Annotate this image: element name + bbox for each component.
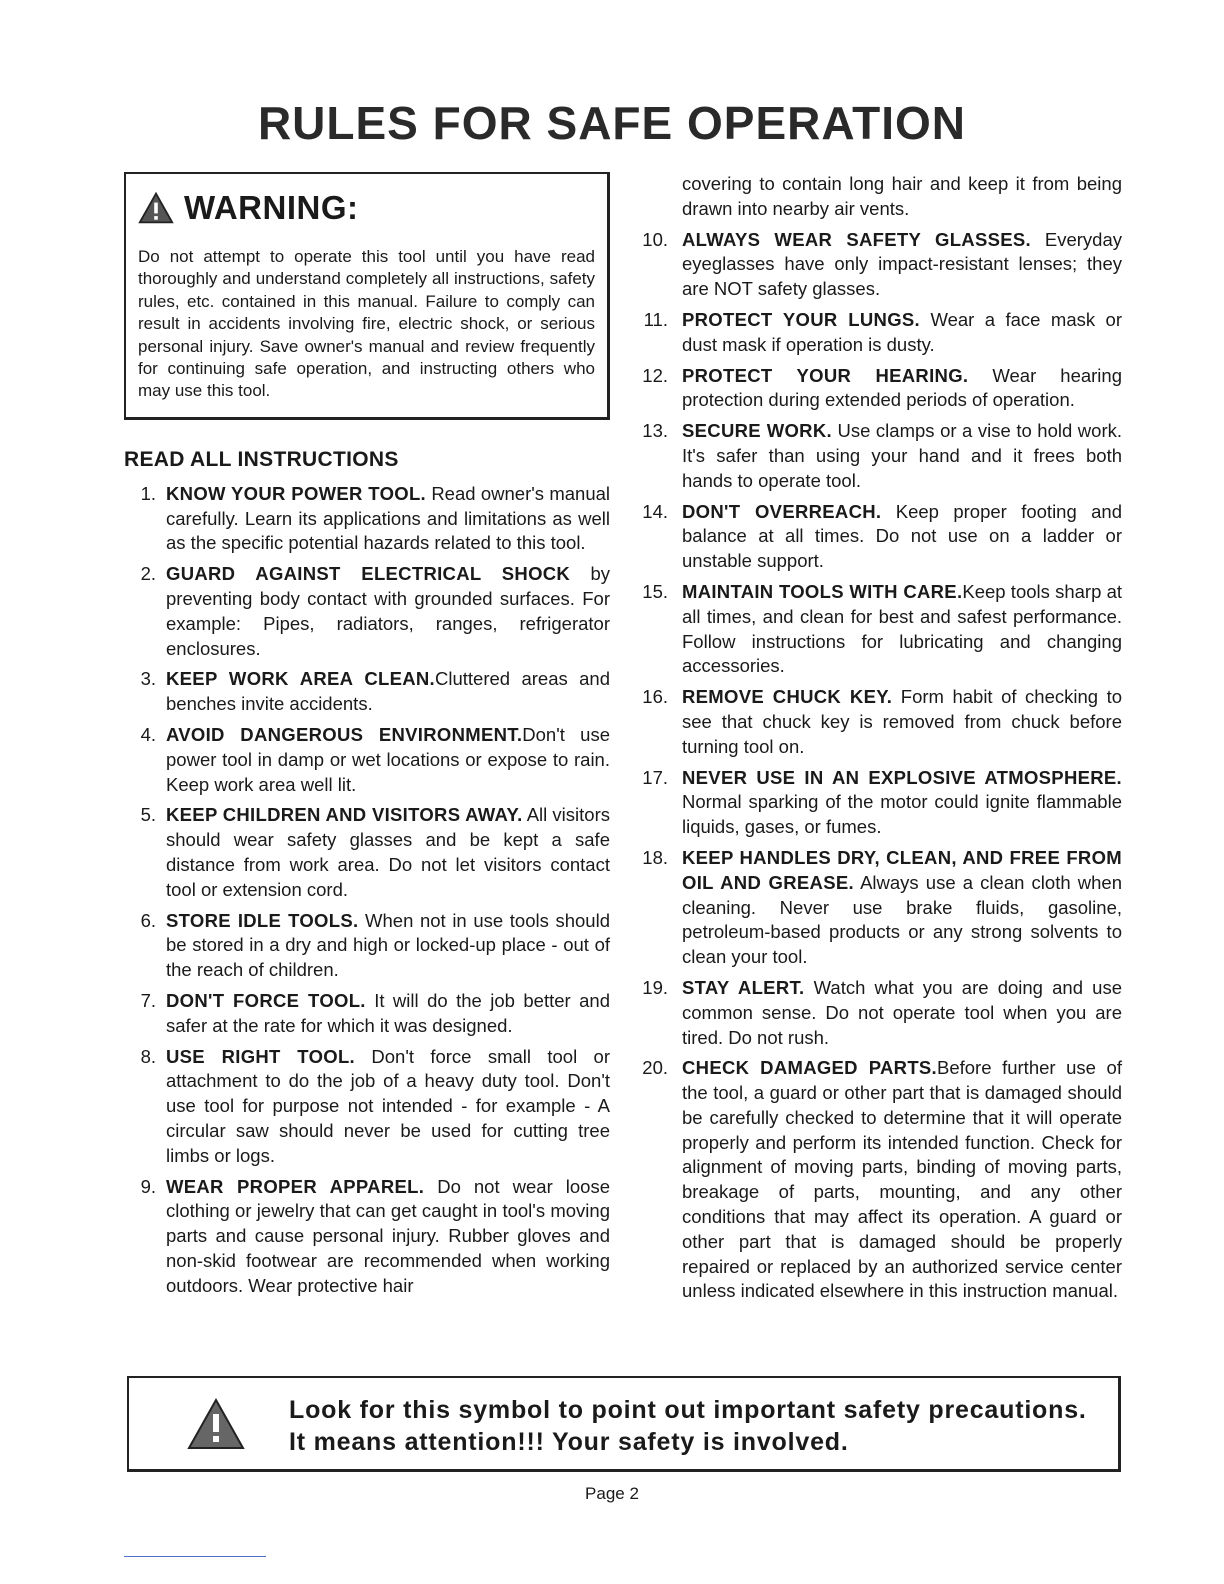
rule-item: 9. WEAR PROPER APPAREL. Do not wear loose clothing or jewelry that can get caught in tool's moving parts and cause personal injury. Rubber gloves and non-skid footwear are recommended when working outdoors. Wear protective hair xyxy=(140,1175,610,1296)
rules-list-right xyxy=(640,228,1122,1305)
notice-line-2: It means attention!!! Your safety is involved. xyxy=(289,1428,849,1456)
warning-triangle-icon xyxy=(187,1398,245,1450)
warning-triangle-icon xyxy=(138,190,174,226)
rule-item: 14. DON'T OVERREACH. Keep proper footing and balance at all times. Do not use on a ladder or unstable support. xyxy=(642,500,1123,572)
rules-list-left xyxy=(124,482,610,1299)
warning-header xyxy=(138,178,595,238)
warning-label: WARNING: xyxy=(184,189,359,226)
section-heading: READ ALL INSTRUCTIONS xyxy=(124,447,399,471)
rule-item: 16. REMOVE CHUCK KEY. Form habit of checking to see that chuck key is removed from chuck before turning tool on. xyxy=(642,686,1122,757)
rule-item: 15. MAINTAIN TOOLS WITH CARE.Keep tools sharp at all times, and clean for best and safest performance. Follow instructions for lubricating and changing accessories. xyxy=(642,580,1122,677)
rule-item: 2. GUARD AGAINST ELECTRICAL SHOCK by preventing body contact with grounded surfaces. For example: Pipes, radiators, ranges, refrigerator enclosures. xyxy=(140,563,610,659)
notice-text xyxy=(289,1394,1087,1458)
rule-item: 7. DON'T FORCE TOOL. It will do the job better and safer at the rate for which it was designed. xyxy=(140,989,611,1036)
rule-item: 5. KEEP CHILDREN AND VISITORS AWAY. All visitors should wear safety glasses and be kept a safe distance from work area. Do not let visitors contact tool or extension cord. xyxy=(140,804,610,900)
rule-item: 10. ALWAYS WEAR SAFETY GLASSES. Everyday eyeglasses have only impact-resistant lenses; they are NOT safety glasses. xyxy=(642,228,1123,300)
rule-item: 11. PROTECT YOUR LUNGS. Wear a face mask or dust mask if operation is dusty. xyxy=(643,308,1123,355)
warning-box xyxy=(124,172,610,420)
notice-line-1: Look for this symbol to point out important safety precautions. xyxy=(289,1396,1087,1424)
left-column xyxy=(124,172,610,1305)
rule-item: 18. KEEP HANDLES DRY, CLEAN, AND FREE FROM OIL AND GREASE. Always use a clean cloth when cleaning. Never use brake fluids, gasoline, petroleum-based products or any strong solvents to clean your tool. xyxy=(642,846,1122,968)
right-column xyxy=(640,172,1122,1310)
footer-rule xyxy=(124,1556,266,1557)
page-number: Page 2 xyxy=(585,1484,639,1503)
rule-item: 6. STORE IDLE TOOLS. When not in use tools should be stored in a dry and high or locked-up place - out of the reach of children. xyxy=(140,909,610,981)
rule-item: 3. KEEP WORK AREA CLEAN.Cluttered areas and benches invite accidents. xyxy=(140,668,610,715)
safety-symbol-notice xyxy=(127,1376,1121,1472)
rule-item: 1. KNOW YOUR POWER TOOL. Read owner's manual carefully. Learn its applications and limitations as well as the specific potential hazards related to this tool. xyxy=(140,482,611,554)
rule-item: 12. PROTECT YOUR HEARING. Wear hearing protection during extended periods of operation. xyxy=(642,364,1122,411)
rule-item: 20. CHECK DAMAGED PARTS.Before further use of the tool, a guard or other part that is damaged should be carefully checked to determine that it will operate properly and perform its intended function. Check for alignment of moving parts, binding of moving parts, breakage of parts, mounting, and any other conditions that may affect its operation. A guard or other part that is damaged should be properly repaired or replaced by an authorized service center unless indicated elsewhere in this instruction manual. xyxy=(642,1057,1122,1302)
rule-item: 8. USE RIGHT TOOL. Don't force small tool or attachment to do the job of a heavy duty tool. Don't use tool for purpose not intended - for example - A circular saw should never be used for cutting tree limbs or logs. xyxy=(140,1045,611,1166)
rule-item: 13. SECURE WORK. Use clamps or a vise to hold work. It's safer than using your hand and it frees both hands to operate tool. xyxy=(642,420,1123,491)
rule-item: 17. NEVER USE IN AN EXPLOSIVE ATMOSPHERE. Normal sparking of the motor could ignite flammable liquids, gases, or fumes. xyxy=(642,766,1122,838)
rule-item: 19. STAY ALERT. Watch what you are doing and use common sense. Do not operate tool when you are tired. Do not rush. xyxy=(642,976,1123,1048)
rule-item: 4. AVOID DANGEROUS ENVIRONMENT.Don't use power tool in damp or wet locations or expose to rain. Keep work area well lit. xyxy=(140,724,610,795)
rule-continuation: covering to contain long hair and keep it from being drawn into nearby air vents. xyxy=(682,173,1122,219)
warning-text: Do not attempt to operate this tool until you have read thoroughly and understand completely all instructions, safety rules, etc. contained in this manual. Failure to comply can result in accidents involving fire, electric shock, or serious personal injury. Save owner's manual and review frequently for continuing safe operation, and instructing others who may use this tool. xyxy=(138,247,595,401)
page-title: RULES FOR SAFE OPERATION xyxy=(257,97,967,149)
